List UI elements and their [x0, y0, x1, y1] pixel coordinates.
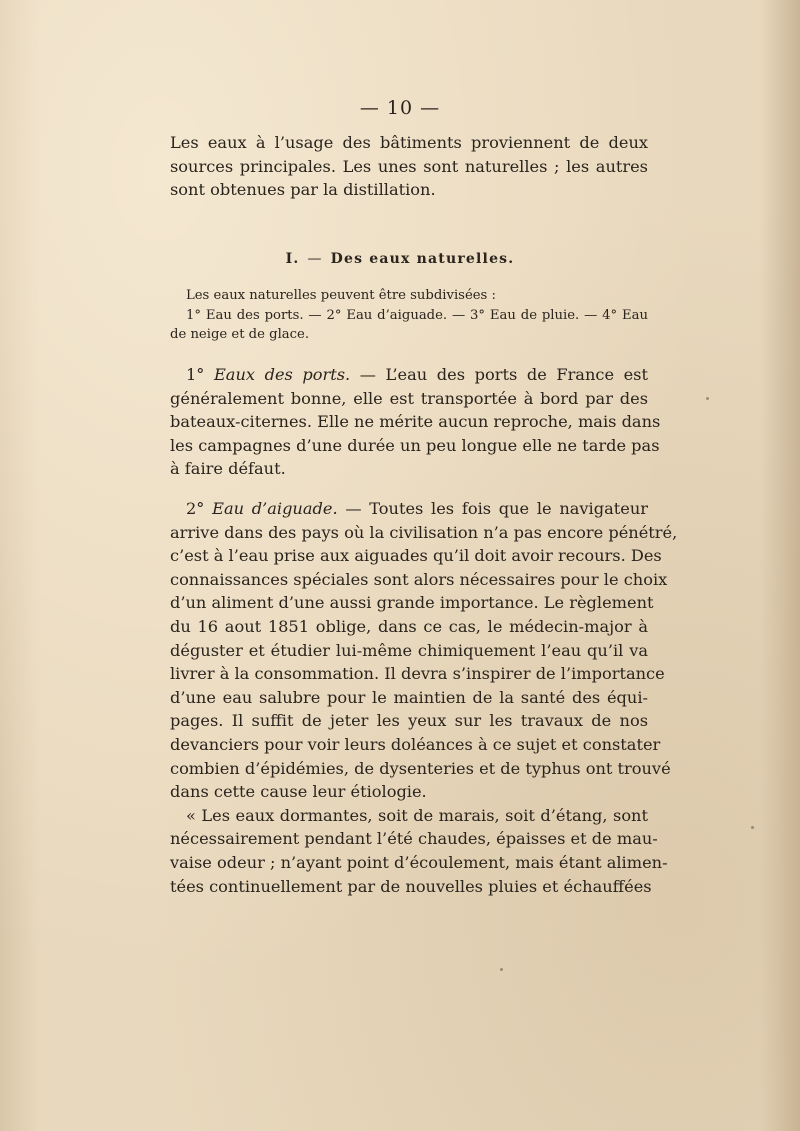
intro-paragraph [170, 131, 648, 202]
aiguade-number: 2° [186, 499, 205, 518]
aiguade-line: d’une eau salubre pour le maintien de la santé des équi- [170, 687, 648, 707]
scan-speck [751, 826, 754, 829]
aiguade-line: livrer à la consommation. Il devra s’inspirer de l’importance [170, 664, 665, 684]
aiguade-first-line-text: Toutes les fois que le navigateur [369, 499, 648, 518]
intro-line: sources principales. Les unes sont naturelles ; les autres [170, 156, 648, 176]
subdivision-paragraph [170, 286, 648, 345]
ports-number: 1° [186, 365, 205, 384]
subdivision-line: de neige et de glace. [170, 327, 310, 342]
aiguade-heading: Eau d’aiguade. [212, 499, 338, 518]
ports-heading: Eaux des ports. [213, 365, 351, 384]
subdivision-line: Les eaux naturelles peuvent être subdivisées : [186, 288, 496, 303]
section-title: Des eaux naturelles. [330, 251, 515, 267]
ports-first-line [170, 363, 648, 387]
section-dash: — [307, 251, 323, 267]
aiguade-line: du 16 aout 1851 oblige, dans ce cas, le médecin-major à [170, 616, 648, 636]
ports-first-line-text: L’eau des ports de France est [385, 365, 648, 384]
quote-line: nécessairement pendant l’été chaudes, épaisses et de mau- [170, 829, 658, 849]
aiguade-line: combien d’épidémies, de dysenteries et de typhus ont trouvé [170, 758, 671, 778]
aiguade-line: dans cette cause leur étiologie. [170, 782, 427, 802]
aiguade-line: c’est à l’eau prise aux aiguades qu’il doit avoir recours. Des [170, 546, 662, 566]
scan-speck [706, 397, 709, 400]
aiguade-line: connaissances spéciales sont alors nécessaires pour le choix [170, 569, 668, 589]
ports-line: généralement bonne, elle est transportée à bord par des [170, 388, 648, 408]
intro-line: sont obtenues par la distillation. [170, 180, 436, 200]
aiguade-dash: — [345, 499, 362, 518]
section-heading [0, 251, 800, 267]
quote-line: tées continuellement par de nouvelles pluies et échauffées [170, 876, 652, 896]
aiguade-line: arrive dans des pays où la civilisation n’a pas encore pénétré, [170, 522, 678, 542]
quote-line: « Les eaux dormantes, soit de marais, soit d’étang, sont [186, 805, 648, 825]
page-number: — 10 — [359, 97, 441, 119]
aiguade-line: devanciers pour voir leurs doléances à ce sujet et constater [170, 734, 661, 754]
scan-speck [500, 968, 503, 971]
aiguade-line: déguster et étudier lui-même chimiquement l’eau qu’il va [170, 640, 648, 660]
section-number: I. [285, 251, 300, 267]
aiguade-paragraph [170, 497, 678, 898]
ports-paragraph [170, 363, 661, 481]
ports-line: bateaux-citernes. Elle ne mérite aucun reproche, mais dans [170, 412, 661, 432]
ports-dash: — [359, 365, 376, 384]
intro-line: Les eaux à l’usage des bâtiments proviennent de deux [170, 133, 648, 152]
aiguade-line: d’un aliment d’une aussi grande importance. Le règlement [170, 593, 654, 613]
ports-line: les campagnes d’une durée un peu longue elle ne tarde pas [170, 435, 660, 455]
aiguade-first-line [170, 497, 648, 521]
ports-line: à faire défaut. [170, 459, 286, 479]
aiguade-line: pages. Il suffit de jeter les yeux sur les travaux de nos [170, 711, 648, 731]
subdivision-line: 1° Eau des ports. — 2° Eau d’aiguade. — 3° Eau de pluie. — 4° Eau [186, 307, 648, 323]
quote-line: vaise odeur ; n’ayant point d’écoulement, mais étant alimen- [170, 852, 668, 872]
